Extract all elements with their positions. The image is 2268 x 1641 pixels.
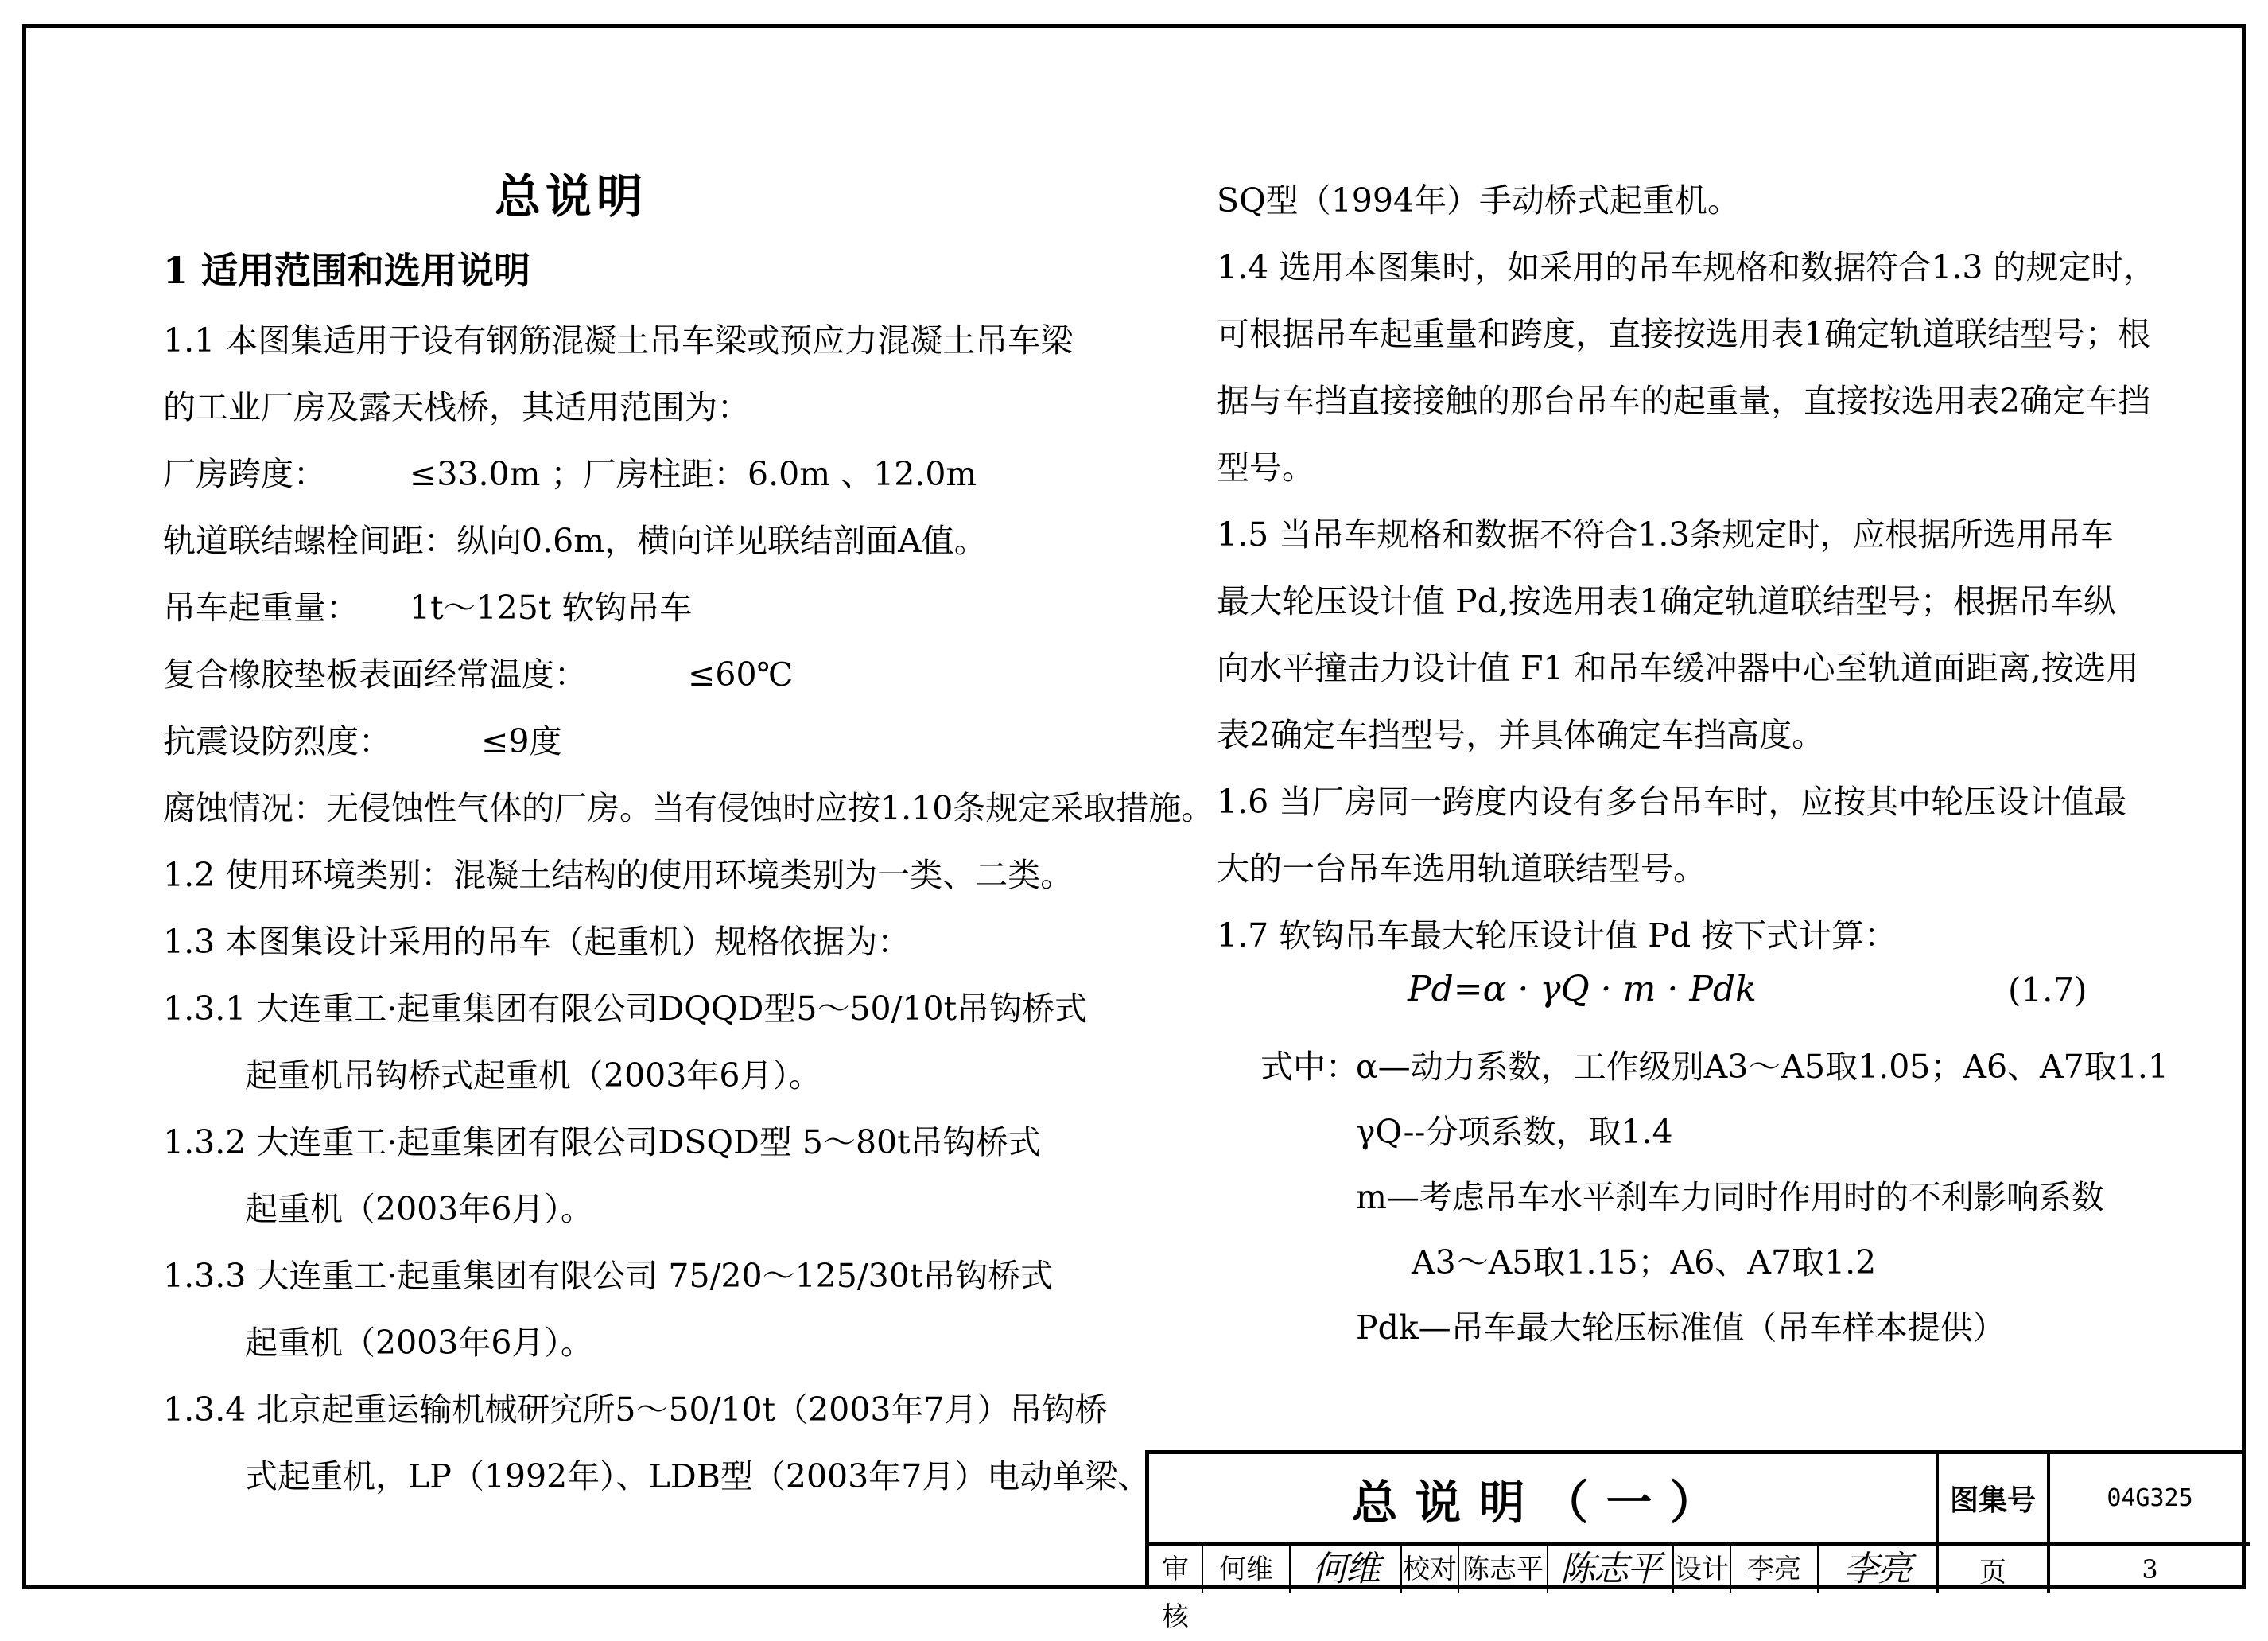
para-1-3: 1.3 本图集设计采用的吊车（起重机）规格依据为： bbox=[163, 923, 911, 961]
atlas-number-label: 图集号 bbox=[1939, 1454, 2050, 1546]
check-label: 校对 bbox=[1402, 1546, 1459, 1593]
formula-number: (1.7) bbox=[2008, 970, 2087, 1009]
bolt-spacing: 轨道联结螺栓间距：纵向0.6m，横向详见联结剖面A值。 bbox=[163, 522, 987, 560]
seismic-label: 抗震设防烈度： bbox=[163, 722, 391, 760]
crane-label: 吊车起重量： bbox=[163, 589, 359, 627]
span-label: 厂房跨度： bbox=[163, 455, 326, 493]
left-column bbox=[163, 239, 1214, 1510]
para-1-3-4a: 1.3.4 北京起重运输机械研究所5～50/10t（2003年7月）吊钩桥 bbox=[163, 1390, 1108, 1429]
right-line-5: 型号。 bbox=[1217, 449, 1315, 487]
seismic-row bbox=[163, 708, 1181, 775]
para-1-3-2b: 起重机（2003年6月）。 bbox=[245, 1190, 593, 1228]
span-value: ≤33.0m ；厂房柱距： bbox=[410, 455, 747, 493]
formula-expression: Pd=α · γQ · m · Pdk bbox=[1408, 969, 1757, 1009]
para-1-3-4b: 式起重机，LP（1992年）、LDB型（2003年7月）电动单梁、 bbox=[245, 1457, 1151, 1495]
where-label: 式中： bbox=[1260, 1048, 1358, 1086]
right-line-10: 1.6 当厂房同一跨度内设有多台吊车时，应按其中轮压设计值最 bbox=[1217, 783, 2127, 821]
legend-alpha: α—动力系数，工作级别A3～A5取1.05；A6、A7取1.1 bbox=[1356, 1048, 2169, 1086]
right-line-12: 1.7 软钩吊车最大轮压设计值 Pd 按下式计算： bbox=[1217, 916, 1897, 955]
rubber-value: ≤60℃ bbox=[688, 655, 794, 694]
rubber-row bbox=[163, 641, 1181, 708]
right-line-11: 大的一台吊车选用轨道联结型号。 bbox=[1217, 850, 1706, 888]
seismic-value: ≤9度 bbox=[481, 722, 562, 760]
design-label: 设计 bbox=[1674, 1546, 1731, 1593]
right-line-2: 1.4 选用本图集时，如采用的吊车规格和数据符合1.3 的规定时， bbox=[1217, 248, 2157, 286]
right-line-6: 1.5 当吊车规格和数据不符合1.3条规定时，应根据所选用吊车 bbox=[1217, 515, 2114, 554]
right-line-7: 最大轮压设计值 Pd,按选用表1确定轨道联结型号；根据吊车纵 bbox=[1217, 582, 2116, 620]
rubber-label: 复合橡胶垫板表面经常温度： bbox=[163, 655, 587, 694]
legend-pdk: Pdk—吊车最大轮压标准值（吊车样本提供） bbox=[1356, 1309, 2006, 1347]
page-title: 总说明 bbox=[495, 169, 648, 224]
right-line-8: 向水平撞击力设计值 F1 和吊车缓冲器中心至轨道面距离,按选用 bbox=[1217, 649, 2139, 687]
atlas-number-value: 04G325 bbox=[2050, 1454, 2250, 1546]
review-name: 何维 bbox=[1203, 1546, 1291, 1593]
crane-value: 1t～125t 软钩吊车 bbox=[410, 589, 693, 627]
column-value: 6.0m 、12.0m bbox=[748, 455, 977, 493]
section-heading: 1 适用范围和选用说明 bbox=[163, 249, 531, 292]
legend-m-values: A3～A5取1.15；A6、A7取1.2 bbox=[1412, 1243, 1877, 1281]
para-1-3-3b: 起重机（2003年6月）。 bbox=[245, 1324, 593, 1362]
right-line-1: SQ型（1994年）手动桥式起重机。 bbox=[1217, 181, 1741, 220]
right-line-3: 可根据吊车起重量和跨度，直接按选用表1确定轨道联结型号；根 bbox=[1217, 315, 2151, 353]
para-1-3-2a: 1.3.2 大连重工·起重集团有限公司DSQD型 5～80t吊钩桥式 bbox=[163, 1123, 1041, 1161]
right-column bbox=[1217, 167, 2157, 969]
check-signature: 陈志平 bbox=[1548, 1546, 1674, 1593]
check-name: 陈志平 bbox=[1459, 1546, 1548, 1593]
corrosion-text: 腐蚀情况：无侵蚀性气体的厂房。当有侵蚀时应按1.10条规定采取措施。 bbox=[163, 789, 1214, 827]
review-signature: 何维 bbox=[1291, 1546, 1402, 1593]
crane-row bbox=[163, 574, 1181, 641]
legend-gamma: γQ--分项系数，取1.4 bbox=[1356, 1113, 1673, 1151]
para-1-3-1a: 1.3.1 大连重工·起重集团有限公司DQQD型5～50/10t吊钩桥式 bbox=[163, 990, 1088, 1028]
para-1-1b: 的工业厂房及露天栈桥，其适用范围为： bbox=[163, 388, 750, 426]
design-signature: 李亮 bbox=[1843, 1549, 1911, 1589]
title-block bbox=[1145, 1450, 2246, 1633]
para-1-3-3a: 1.3.3 大连重工·起重集团有限公司 75/20～125/30t吊钩桥式 bbox=[163, 1257, 1054, 1295]
para-1-1a: 1.1 本图集适用于设有钢筋混凝土吊车梁或预应力混凝土吊车梁 bbox=[163, 321, 1074, 360]
right-line-9: 表2确定车挡型号，并具体确定车挡高度。 bbox=[1217, 716, 1825, 754]
design-name: 李亮 bbox=[1731, 1546, 1819, 1593]
title-block-title: 总说明（一） bbox=[1149, 1454, 1939, 1546]
signature-row bbox=[1149, 1546, 1939, 1633]
para-1-3-1b: 起重机吊钩桥式起重机（2003年6月）。 bbox=[245, 1056, 821, 1095]
span-row bbox=[163, 441, 1181, 507]
legend-m: m—考虑吊车水平刹车力同时作用时的不利影响系数 bbox=[1356, 1178, 2104, 1216]
right-line-4: 据与车挡直接接触的那台吊车的起重量，直接按选用表2确定车挡 bbox=[1217, 382, 2151, 420]
page-label: 页 bbox=[1939, 1546, 2050, 1593]
formula-legend bbox=[1260, 1034, 2169, 1360]
review-label: 审核 bbox=[1149, 1546, 1203, 1593]
para-1-2: 1.2 使用环境类别：混凝土结构的使用环境类别为一类、二类。 bbox=[163, 856, 1074, 894]
page-number: 3 bbox=[2142, 1554, 2158, 1585]
